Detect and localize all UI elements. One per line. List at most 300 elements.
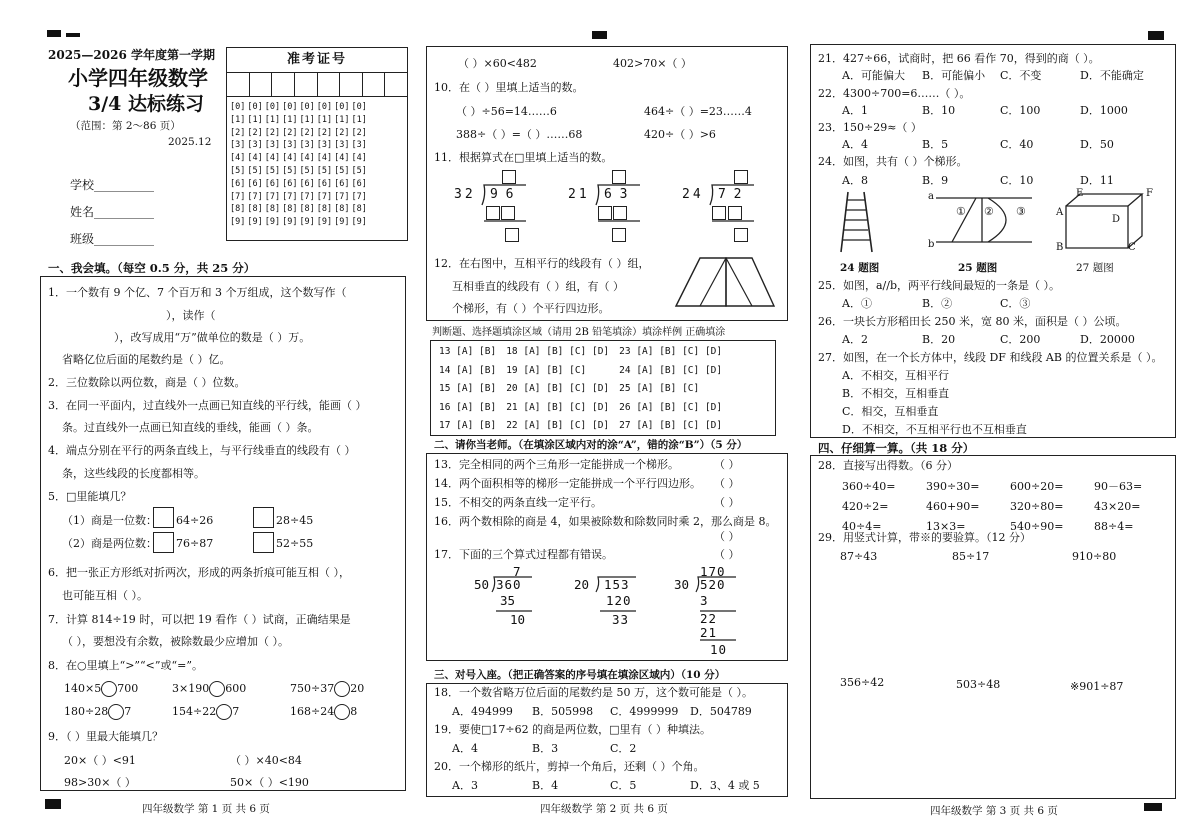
q23-option: C．40 [1000,138,1034,151]
section3-title: 三、对号入座。（把正确答案的序号填在填涂区域内）（10 分） [434,669,726,681]
q25: 25．如图，a//b，两平行线间最短的一条是（ ）。 [818,279,1061,292]
exam-number-bubble[interactable]: [7] [230,191,246,202]
q8-row1 [64,681,138,697]
q17: 17．下面的三个算式过程都有错误。 [434,548,613,561]
exam-number-bubble[interactable]: [8] [351,204,367,215]
exam-number-bubble[interactable]: [7] [264,191,281,202]
exam-number-bubble[interactable]: [7] [299,191,315,202]
exam-number-bubble[interactable]: [4] [334,153,350,164]
q28-grid [840,476,1178,538]
exam-number-bubble[interactable]: [2] [299,127,315,138]
exam-number-bubble[interactable]: [9] [230,217,246,228]
exam-number-bubble[interactable]: [9] [282,217,298,228]
q4-line2: 条，这些线段的长度都相等。 [62,467,205,480]
q2: 2．三位数除以两位数，商是（ ）位数。 [48,376,246,389]
exam-number-bubble[interactable]: [1] [351,114,367,125]
exam-number-bubble[interactable]: [6] [351,178,367,189]
answer-bubble-row[interactable]: 19 [A] [B] [C] [506,364,587,376]
q28-item: 540÷90= [1010,520,1064,533]
answer-bubble-row[interactable]: 15 [A] [B] [439,383,497,394]
class-field[interactable]: 班级__________ [70,232,155,246]
exam-number-bubble[interactable]: [5] [316,165,333,176]
exam-number-bubble[interactable]: [2] [230,127,246,138]
q8-row1b [172,681,246,697]
fig25-figure [928,190,1038,250]
answer-box[interactable] [734,228,748,242]
q10c: 388÷（ ）=（ ）……68 [456,128,583,141]
answer-bubble-row[interactable]: 22 [A] [B] [C] [D] [506,420,610,431]
q5b-expr2: 52÷55 [276,537,314,550]
divisor: 32 [454,187,476,202]
exam-number-bubble[interactable]: [2] [334,127,350,138]
q23-option: D．50 [1080,138,1114,151]
exam-number-bubble[interactable]: [3] [230,140,246,151]
q8-expr: 154÷22 [172,705,217,718]
registration-mark [47,30,61,37]
paren: （ ） [714,548,740,561]
q15: 15．不相交的两条直线一定平行。 [434,496,602,509]
exam-number-bubble[interactable]: [1] [299,114,315,125]
q19-option: B．3 [532,742,559,755]
exam-number-bubble[interactable]: [1] [230,114,246,125]
exam-number-bubble[interactable]: [3] [264,140,281,151]
registration-mark [1144,803,1162,811]
q28-item: 88÷4= [1094,520,1134,533]
page-footer-2: 四年级数学 第 2 页 共 6 页 [540,803,668,815]
q5b-expr1: 76÷87 [176,537,214,550]
q26-option: B．20 [922,333,956,346]
q5-title: 5．□里能填几？ [48,490,132,503]
exam-number-bubble[interactable]: [4] [282,153,298,164]
exam-number-bubble[interactable]: [2] [264,127,281,138]
w2-divisor: 20 [574,577,590,592]
q8-expr: 168÷24 [290,705,335,718]
q28-item: 90－63= [1094,480,1143,493]
exam-number-bubble[interactable]: [2] [247,127,263,138]
q28-item: 43×20= [1094,500,1141,513]
exam-number-bubble[interactable]: [3] [299,140,315,151]
answer-bubble-row[interactable]: 27 [A] [B] [C] [D] [619,420,723,431]
q29-expr: ※901÷87 [1070,680,1124,693]
exam-number-bubble[interactable]: [3] [334,140,350,151]
paren: （ ） [714,477,740,490]
fig24-ladder [838,190,876,254]
exam-number-bubble[interactable]: [5] [334,165,350,176]
w1-remainder: 10 [510,612,526,627]
q1-line4: 省略亿位后面的尾数约是（ ）亿。 [62,353,231,366]
q8-expr: 7 [124,705,132,718]
q5a-expr1: 64÷26 [176,514,214,527]
q22-option: D．1000 [1080,104,1128,117]
q28-item: 420÷2= [842,500,889,513]
q13: 13．完全相同的两个三角形一定能拼成一个梯形。 [434,458,679,471]
q23-option: B．5 [922,138,949,151]
w2-dividend: 153 [604,577,630,592]
exam-number-bubble[interactable]: [8] [230,204,246,215]
answer-bubble-row[interactable]: 16 [A] [B] [439,401,497,413]
q18: 18．一个数省略万位后面的尾数约是 50 万，这个数可能是（ ）。 [434,686,753,699]
answer-bubbles[interactable] [437,343,722,436]
paren: （ ） [714,458,740,471]
q18-option: C．4999999 [610,705,679,718]
q20-option: D．3、4 或 5 [690,779,760,792]
answer-box[interactable] [505,228,519,242]
date-text: 2025.12 [168,136,212,148]
exam-number-bubble[interactable]: [3] [351,140,367,151]
exam-number-bubble[interactable]: [0] [351,102,367,112]
q27-option: D．不相交，不互相平行也不互相垂直 [842,423,1027,436]
exam-number-bubble[interactable]: [9] [351,217,367,228]
q29-expr: 87÷43 [840,550,878,563]
q22-option: A．1 [842,104,868,117]
q27-option: C．相交，互相垂直 [842,405,939,418]
answer-box[interactable] [734,170,748,184]
q9-title: 9．（ ）里最大能填几？ [48,730,163,743]
fig27-label-D: D [1112,214,1121,225]
q8-expr: 700 [117,682,139,695]
w2-remainder: 33 [612,612,630,627]
compare-circle[interactable] [209,681,225,697]
q25-option: B．② [922,297,953,310]
section2-title: 二、请你当老师。（在填涂区域内对的涂“A”，错的涂“B”）（5 分） [434,439,748,451]
exam-number-bubble[interactable]: [7] [334,191,350,202]
long-division-bracket [708,183,758,223]
q8-expr: 8 [350,705,358,718]
range-text: （范围：第 2～86 页） [70,120,181,132]
q9-item: （ ）×40<84 [230,754,302,767]
exam-number-bubble[interactable]: [8] [247,204,263,215]
w3-step2: 22 [700,611,718,626]
fig25-label-a: a [928,191,934,202]
answer-bubble-row[interactable]: 26 [A] [B] [C] [D] [619,401,723,413]
q1-line1: 1．一个数有 9 个亿、7 个百万和 3 个万组成，这个数写作（ [48,286,347,299]
fig25-caption: 25 题图 [958,262,998,274]
dividend: 9 6 [490,187,514,202]
w3-bracket [694,576,740,642]
fig27-label-E: E [1076,188,1084,199]
q8-expr: 140×5 [64,682,102,695]
answer-box[interactable] [253,507,274,528]
exam-number-bubble[interactable]: [7] [351,191,367,202]
exam-number-bubble[interactable]: [5] [230,165,246,176]
q9-cont-2: 402>70×（ ） [613,57,692,70]
answer-sheet-box[interactable] [430,340,776,436]
answer-bubble-row[interactable]: 23 [A] [B] [C] [D] [619,346,723,357]
answer-box[interactable] [153,507,174,528]
q8-expr: 600 [225,682,247,695]
long-division-bracket [594,183,644,223]
q8-row2 [64,704,131,720]
exam-number-bubble[interactable]: [0] [334,102,350,112]
q12-line3: 个梯形，有（ ）个平行四边形。 [452,302,610,315]
exam-number-bubble[interactable]: [9] [264,217,281,228]
q29-expr: 503÷48 [956,678,1001,691]
q7-line2: （ ），要想没有余数，被除数最少应增加（ ）。 [62,635,289,648]
answer-bubble-row[interactable]: 14 [A] [B] [439,364,497,376]
exam-number-bubble[interactable]: [6] [282,178,298,189]
compare-circle[interactable] [108,704,124,720]
answer-box[interactable] [612,170,626,184]
compare-circle[interactable] [334,681,350,697]
q27: 27．如图，在一个长方体中，线段 DF 和线段 AB 的位置关系是（ ）。 [818,351,1163,364]
q6-line1: 6．把一张正方形纸对折两次，形成的两条折痕可能互相（ ）， [48,566,350,579]
q9-cont-1: （ ）×60<482 [458,57,537,70]
q21: 21．427÷66，试商时，把 66 看作 70，得到的商（ ）。 [818,52,1100,65]
exam-number-bubble[interactable]: [0] [316,102,333,112]
q26: 26．一块长方形稻田长 250 米，宽 80 米，面积是（ ）公顷。 [818,315,1127,328]
answer-box[interactable] [612,228,626,242]
page-footer-3: 四年级数学 第 3 页 共 6 页 [930,805,1058,817]
q14: 14．两个面积相等的梯形一定能拼成一个平行四边形。 [434,477,701,490]
compare-circle[interactable] [334,704,350,720]
answer-bubble-row[interactable]: 21 [A] [B] [C] [D] [506,401,610,413]
q8-row2c [290,704,357,720]
q29-expr: 910÷80 [1072,550,1117,563]
q29-expr: 85÷17 [952,550,990,563]
exam-number-bubble[interactable]: [9] [299,217,315,228]
exam-number-bubble[interactable]: [2] [351,127,367,138]
exam-number-bubble[interactable]: [3] [282,140,298,151]
exam-number-bubble[interactable]: [6] [230,178,246,189]
q22-option: C．100 [1000,104,1041,117]
q26-option: D．20000 [1080,333,1135,346]
q3-line1: 3．在同一平面内，过直线外一点画已知直线的平行线，能画（ ） [48,399,367,412]
compare-circle[interactable] [101,681,117,697]
exam-number-bubble[interactable]: [1] [264,114,281,125]
q8-expr: 3×190 [172,682,210,695]
q4-line1: 4．端点分别在平行的两条直线上，与平行线垂直的线段有（ ） [48,444,356,457]
q8-title: 8．在○里填上“>”“<”或“=”。 [48,659,203,672]
q12-figure [674,254,778,310]
q28-item: 13×3= [926,520,966,533]
q9-item: 50×（ ）<190 [230,776,309,789]
q25-option: A．① [842,297,872,310]
exam-number-bubble[interactable]: [4] [299,153,315,164]
w3-step3: 21 [700,625,718,640]
w2-bracket [594,576,640,614]
exam-number-bubble[interactable]: [4] [316,153,333,164]
w3-step1: 3 [700,593,708,608]
q9-item: 20×（ ）<91 [64,754,136,767]
q5b-label: （2）商是两位数： [62,537,157,550]
exam-number-bubble[interactable]: [1] [282,114,298,125]
exam-number-bubble[interactable]: [8] [316,204,333,215]
q12-line2: 互相垂直的线段有（ ）组，有（ ） [452,280,624,293]
exam-number-bubble[interactable]: [4] [264,153,281,164]
q28-item: 460+90= [926,500,980,513]
q10a: （ ）÷56=14……6 [456,105,557,118]
q20: 20．一个梯形的纸片，剪掉一个角后，还剩（ ）个角。 [434,760,705,773]
q7-line1: 7．计算 814÷19 时，可以把 19 看作（ ）试商，正确结果是 [48,613,351,626]
w1-dividend: 360 [496,577,522,592]
w1-divisor: 50 [474,577,490,592]
page-subtitle: 3/4 达标练习 [88,93,204,115]
answer-bubble-row[interactable]: 17 [A] [B] [439,420,497,431]
q27-option: B．不相交，互相垂直 [842,387,950,400]
q8-expr: 750÷37 [290,682,335,695]
exam-number-bubble[interactable]: [3] [316,140,333,151]
q26-option: C．200 [1000,333,1041,346]
exam-number-bubble[interactable]: [4] [247,153,263,164]
q28-title: 28．直接写出得数。（6 分） [818,459,958,472]
exam-number-bubble[interactable]: [5] [299,165,315,176]
q9-item: 98>30×（ ） [64,776,136,789]
q18-option: A．494999 [452,705,513,718]
exam-number-bubble[interactable]: [8] [334,204,350,215]
q10-title: 10．在（ ）里填上适当的数。 [434,81,584,94]
exam-number-bubble[interactable]: [3] [247,140,263,151]
registration-mark [1148,31,1164,40]
exam-number-bubble[interactable]: [0] [264,102,281,112]
exam-number-bubble[interactable]: [6] [264,178,281,189]
exam-number-bubbles[interactable] [229,101,368,229]
divisor: 21 [568,187,590,202]
w1-quotient: 7 [513,564,521,579]
fig25-label-2: ② [984,205,994,218]
dividend: 6 3 [604,187,628,202]
q21-option: B．可能偏小 [922,69,986,82]
divisor: 24 [682,187,704,202]
fig27-label-B: B [1056,242,1064,253]
fig25-label-1: ① [956,205,966,218]
exam-number-bubble[interactable]: [6] [299,178,315,189]
exam-number-title: 准考证号 [227,48,407,73]
q10b: 464÷（ ）=23……4 [644,105,752,118]
q19-option: C．2 [610,742,637,755]
page-title: 小学四年级数学 [68,66,208,90]
exam-number-bubble[interactable]: [4] [351,153,367,164]
fig27-label-F: F [1146,188,1153,199]
q21-option: C．不变 [1000,69,1042,82]
q29-title: 29．用竖式计算，带※的要验算。（12 分） [818,531,1031,544]
exam-number-bubble[interactable]: [5] [247,165,263,176]
w2-step: 120 [606,593,632,608]
q24-option: D．11 [1080,174,1114,187]
w1-step: 35 [500,593,516,608]
q22: 22．4300÷700=6……（ ）。 [818,87,971,100]
q12-line1: 12．在右图中，互相平行的线段有（ ）组， [434,257,650,270]
exam-number-bubble[interactable]: [0] [247,102,263,112]
answer-box[interactable] [502,170,516,184]
exam-number-bubble[interactable]: [8] [282,204,298,215]
exam-number-bubble[interactable]: [2] [282,127,298,138]
exam-number-bubble[interactable]: [9] [334,217,350,228]
exam-number-bubble[interactable]: [6] [316,178,333,189]
exam-number-bubble[interactable]: [8] [264,204,281,215]
exam-number-bubble[interactable]: [0] [230,102,246,112]
paren: （ ） [714,496,740,509]
fig27-caption: 27 题图 [1076,262,1114,274]
registration-mark [45,799,61,809]
registration-mark [592,31,607,39]
school-year: 2025—2026 学年度第一学期 [48,48,215,62]
exam-number-bubble[interactable]: [5] [264,165,281,176]
exam-number-bubble[interactable]: [1] [247,114,263,125]
section1-title: 一、我会填。（每空 0.5 分，共 25 分） [48,261,256,275]
exam-number-bubble[interactable]: [4] [230,153,246,164]
q8-row1c [290,681,364,697]
w3-divisor: 30 [674,577,690,592]
answer-sheet-title: 判断题、选择题填涂区域（请用 2B 铅笔填涂）填涂样例 正确填涂 [432,327,726,338]
q16: 16．两个数相除的商是 4，如果被除数和除数同时乘 2，那么商是 8。 [434,515,777,528]
answer-box[interactable] [153,532,174,553]
exam-number-bubble[interactable]: [6] [247,178,263,189]
q26-option: A．2 [842,333,868,346]
exam-number-bubble[interactable]: [1] [316,114,333,125]
exam-number-bubble[interactable]: [7] [247,191,263,202]
compare-circle[interactable] [216,704,232,720]
exam-number-bubble[interactable]: [7] [316,191,333,202]
answer-bubble-row[interactable]: 20 [A] [B] [C] [D] [506,383,610,394]
q24-option: C．10 [1000,174,1034,187]
q28-item: 390÷30= [926,480,980,493]
school-field[interactable]: 学校__________ [70,178,155,192]
q25-option: C．③ [1000,297,1031,310]
page-footer-1: 四年级数学 第 1 页 共 6 页 [142,803,270,815]
exam-number-bubble[interactable]: [0] [299,102,315,112]
exam-number-write-row[interactable] [227,73,407,97]
exam-number-bubble[interactable]: [5] [282,165,298,176]
q19-option: A．4 [452,742,478,755]
fig24-caption: 24 题图 [840,262,880,274]
fig25-label-b: b [928,239,935,250]
q28-item: 600÷20= [1010,480,1064,493]
q18-option: B．505998 [532,705,594,718]
answer-bubble-row[interactable]: 25 [A] [B] [C] [619,383,700,394]
q28-item: 360÷40= [842,480,896,493]
w3-quotient: 170 [700,564,726,579]
answer-bubble-row[interactable]: 13 [A] [B] [439,346,497,357]
q1-line2: ），读作（ [166,309,216,322]
q6-line2: 也可能互相（ ）。 [62,589,148,602]
exam-number-bubble[interactable]: [1] [334,114,350,125]
w3-remainder: 10 [710,642,728,657]
exam-number-bubble[interactable]: [6] [334,178,350,189]
q21-option: D．不能确定 [1080,69,1144,82]
q20-option: B．4 [532,779,559,792]
dividend: 7 2 [718,187,742,202]
fig27-label-C: C [1128,242,1136,253]
w3-dividend: 520 [700,577,726,592]
answer-box[interactable] [253,532,274,553]
q20-option: A．3 [452,779,478,792]
name-field[interactable]: 姓名__________ [70,205,155,219]
exam-number-bubble[interactable]: [5] [351,165,367,176]
exam-number-box[interactable] [226,47,408,241]
q5a-label: （1）商是一位数： [62,514,157,527]
q22-option: B．10 [922,104,956,117]
q5a-expr2: 28÷45 [276,514,314,527]
q24-option: A．8 [842,174,868,187]
q24: 24．如图，共有（ ）个梯形。 [818,155,968,168]
q8-row2b [172,704,239,720]
q8-expr: 7 [232,705,240,718]
exam-number-bubble[interactable]: [9] [316,217,333,228]
exam-number-bubble[interactable]: [0] [282,102,298,112]
exam-number-bubble[interactable]: [8] [299,204,315,215]
fig25-label-3: ③ [1016,205,1026,218]
exam-number-bubble[interactable]: [2] [316,127,333,138]
q10d: 420÷（ ）>6 [644,128,716,141]
q1-line3: ），改写成用“万”做单位的数是（ ）万。 [114,331,311,344]
exam-number-bubble[interactable]: [9] [247,217,263,228]
answer-bubble-row[interactable]: 24 [A] [B] [C] [D] [619,364,723,376]
registration-mark [66,33,80,37]
q28-item: 40÷4= [842,520,882,533]
w1-bracket [490,576,536,614]
answer-bubble-row[interactable]: 18 [A] [B] [C] [D] [506,346,610,357]
exam-number-bubble[interactable]: [7] [282,191,298,202]
